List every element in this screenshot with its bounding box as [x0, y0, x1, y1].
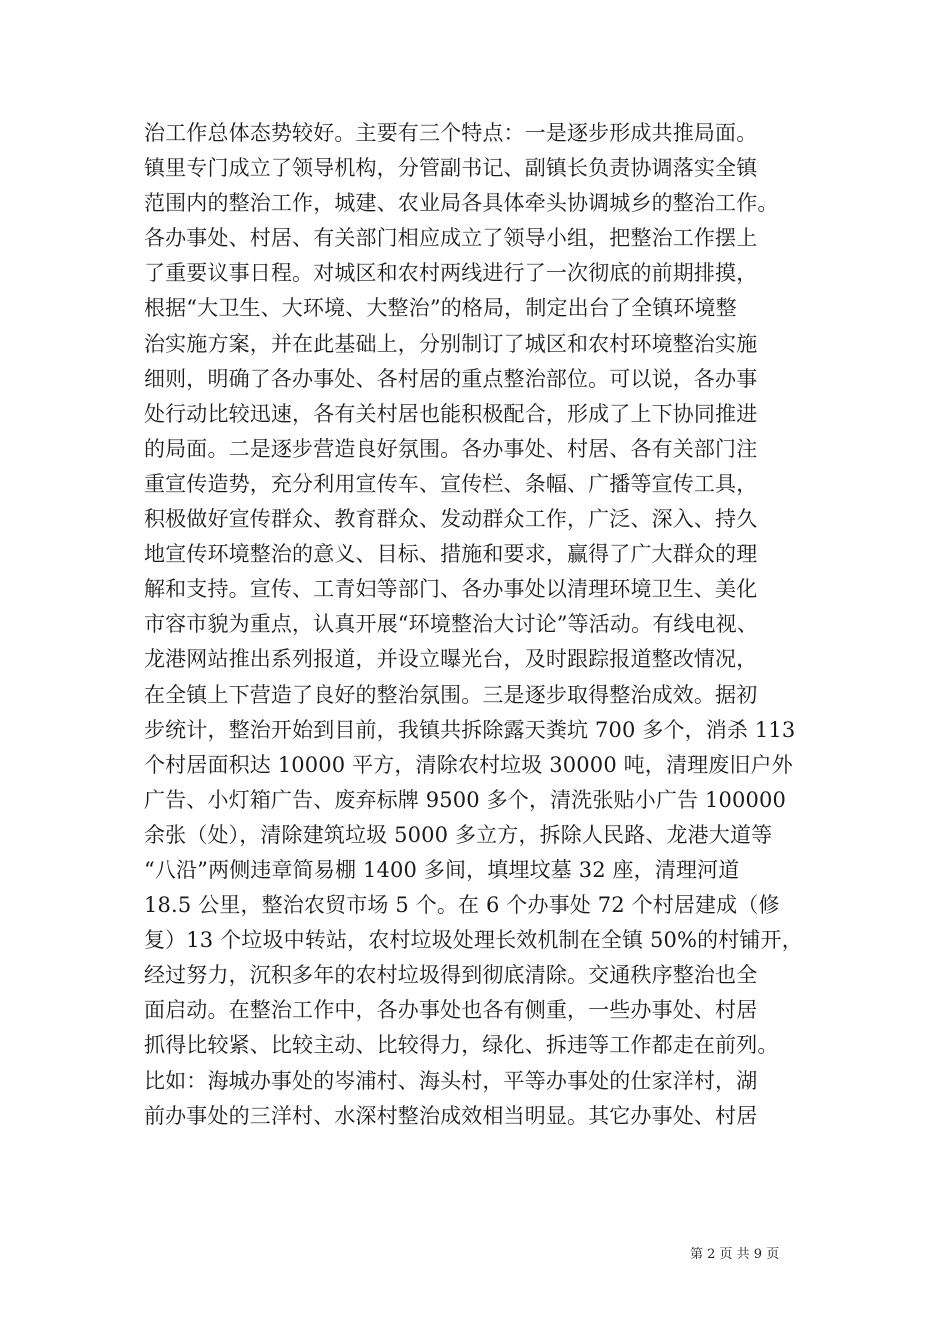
text-line: “八沿”两侧违章简易棚 1400 多间，填埋坟墓 32 座，清理河道 — [144, 857, 740, 882]
text-line: 前办事处的三洋村、水深村整治成效相当明显。其它办事处、村居 — [144, 1103, 758, 1128]
text-line: 复）13 个垃圾中转站，农村垃圾处理长效机制在全镇 50%的村铺开， — [144, 928, 803, 953]
text-line: 的局面。二是逐步营造良好氛围。各办事处、村居、各有关部门注 — [144, 436, 758, 461]
text-line: 比如：海城办事处的岑浦村、海头村，平等办事处的仕家洋村，湖 — [144, 1068, 758, 1093]
text-line: 地宣传环境整治的意义、目标、措施和要求，赢得了广大群众的理 — [144, 542, 758, 567]
text-line: 面启动。在整治工作中，各办事处也各有侧重，一些办事处、村居 — [144, 998, 758, 1023]
text-line: 余张（处），清除建筑垃圾 5000 多立方，拆除人民路、龙港大道等 — [144, 822, 773, 847]
text-line: 积极做好宣传群众、教育群众、发动群众工作，广泛、深入、持久 — [144, 507, 758, 532]
body-text — [144, 116, 824, 1134]
text-line: 龙港网站推出系列报道，并设立曝光台，及时跟踪报道整改情况， — [144, 647, 758, 672]
text-line: 抓得比较紧、比较主动、比较得力，绿化、拆违等工作都走在前列。 — [144, 1033, 779, 1058]
text-line: 个村居面积达 10000 平方，清除农村垃圾 30000 吨，清理废旧户外 — [144, 752, 793, 777]
text-line: 治工作总体态势较好。主要有三个特点：一是逐步形成共推局面。 — [144, 121, 758, 145]
text-line: 细则，明确了各办事处、各村居的重点整治部位。可以说，各办事 — [144, 366, 758, 391]
text-line: 广告、小灯箱广告、废弃标牌 9500 多个，清洗张贴小广告 100000 — [144, 787, 787, 812]
text-line: 在全镇上下营造了良好的整治氛围。三是逐步取得整治成效。据初 — [144, 682, 758, 707]
text-line: 镇里专门成立了领导机构，分管副书记、副镇长负责协调落实全镇 — [144, 156, 758, 181]
text-line: 处行动比较迅速，各有关村居也能积极配合，形成了上下协同推进 — [144, 401, 758, 426]
text-line: 各办事处、村居、有关部门相应成立了领导小组，把整治工作摆上 — [144, 226, 758, 251]
text-line: 了重要议事日程。对城区和农村两线进行了一次彻底的前期排摸， — [144, 261, 758, 286]
text-line: 解和支持。宣传、工青妇等部门、各办事处以清理环境卫生、美化 — [144, 577, 758, 602]
text-line: 范围内的整治工作，城建、农业局各具体牵头协调城乡的整治工作。 — [144, 191, 779, 216]
text-line: 根据“大卫生、大环境、大整治”的格局，制定出台了全镇环境整 — [144, 296, 737, 321]
text-line: 经过努力，沉积多年的农村垃圾得到彻底清除。交通秩序整治也全 — [144, 963, 758, 988]
text-line: 市容市貌为重点，认真开展“环境整治大讨论”等活动。有线电视、 — [144, 612, 758, 637]
text-line: 重宣传造势，充分利用宣传车、宣传栏、条幅、广播等宣传工具， — [144, 471, 758, 496]
text-line: 治实施方案，并在此基础上，分别制订了城区和农村环境整治实施 — [144, 331, 758, 356]
text-line: 18.5 公里，整治农贸市场 5 个。在 6 个办事处 72 个村居建成（修 — [144, 893, 780, 918]
text-line: 步统计，整治开始到目前，我镇共拆除露天粪坑 700 多个，消杀 113 — [144, 717, 796, 742]
page-number: 第 2 页 共 9 页 — [690, 1247, 780, 1262]
